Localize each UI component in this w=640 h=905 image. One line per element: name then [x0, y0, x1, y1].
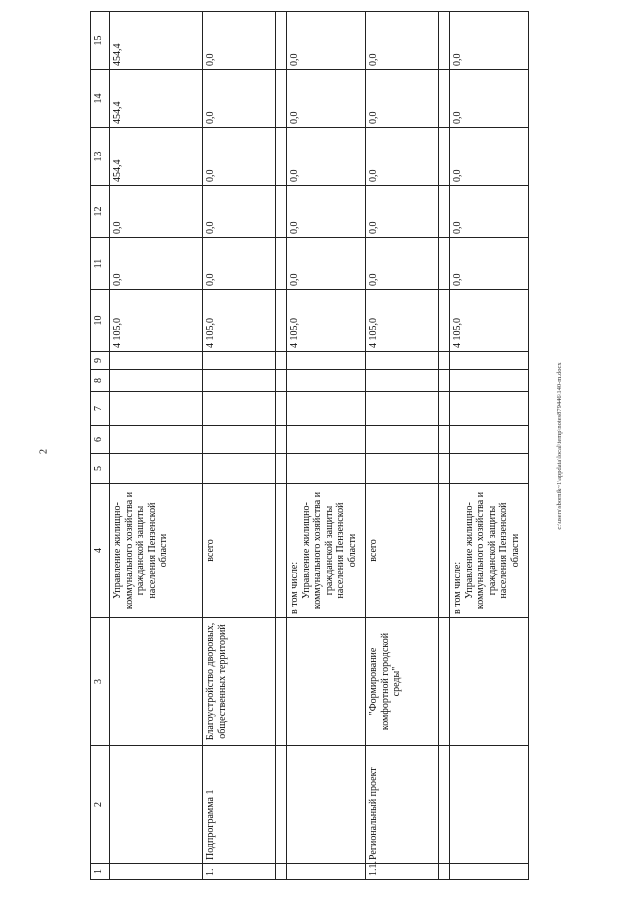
- table-row: [366, 12, 439, 880]
- cell-status: Региональный проект: [366, 746, 439, 864]
- col-header-5: 5: [91, 454, 110, 484]
- table-row: [110, 12, 203, 880]
- cell-name: Благоустройство дворовых, общественных территорий: [203, 618, 276, 746]
- cell-empty: [439, 618, 450, 746]
- cell-empty: [276, 186, 287, 238]
- cell-executor: всего: [203, 484, 276, 618]
- cell-name: "Формирование комфортной городской среды": [366, 618, 439, 746]
- cell-executor: Управление жилищно-коммунального хозяйства и гражданской защиты населения Пензенской области: [110, 484, 203, 618]
- cell-status: [110, 746, 203, 864]
- col-header-15: 15: [91, 12, 110, 70]
- cell-value: 0,0: [366, 238, 439, 290]
- col-header-7: 7: [91, 392, 110, 426]
- cell-status: [450, 746, 529, 864]
- cell-empty: [366, 426, 439, 454]
- cell-empty: [439, 426, 450, 454]
- col-header-1: 1: [91, 864, 110, 880]
- cell-name: [450, 618, 529, 746]
- cell-empty: [450, 454, 529, 484]
- cell-number: [450, 864, 529, 880]
- table-row: [439, 12, 450, 880]
- col-header-11: 11: [91, 238, 110, 290]
- cell-value: 0,0: [203, 186, 276, 238]
- cell-empty: [276, 618, 287, 746]
- table-row: [287, 12, 366, 880]
- cell-empty: [287, 370, 366, 392]
- cell-number: [287, 864, 366, 880]
- col-header-13: 13: [91, 128, 110, 186]
- cell-value: 0,0: [287, 186, 366, 238]
- cell-empty: [439, 746, 450, 864]
- cell-empty: [287, 392, 366, 426]
- cell-empty: [439, 352, 450, 370]
- cell-empty: [287, 426, 366, 454]
- cell-value: 0,0: [366, 186, 439, 238]
- cell-name: [110, 618, 203, 746]
- cell-empty: [276, 128, 287, 186]
- cell-value: 4 105,0: [366, 290, 439, 352]
- cell-empty: [439, 454, 450, 484]
- cell-value: 4 105,0: [110, 290, 203, 352]
- table-row: [203, 12, 276, 880]
- cell-empty: [203, 392, 276, 426]
- cell-name: [287, 618, 366, 746]
- cell-value: 0,0: [203, 238, 276, 290]
- cell-value: 0,0: [450, 70, 529, 128]
- cell-empty: [276, 238, 287, 290]
- cell-empty: [439, 128, 450, 186]
- subtitle-in-that-number: в том числе:: [452, 561, 463, 614]
- cell-empty: [276, 352, 287, 370]
- cell-value: 0,0: [366, 70, 439, 128]
- cell-value: 0,0: [287, 238, 366, 290]
- cell-value: 0,0: [450, 128, 529, 186]
- cell-empty: [439, 238, 450, 290]
- cell-value: 0,0: [287, 128, 366, 186]
- cell-value: 0,0: [450, 238, 529, 290]
- cell-empty: [439, 484, 450, 618]
- document-file-path: c:\users\sbornik~1\appdata\local\temp\notes879446\140-m.docx: [556, 362, 563, 530]
- subtitle-in-that-number: в том числе:: [289, 561, 300, 614]
- executor-name: Управление жилищно-коммунального хозяйства и гражданской защиты населения Пензенской области: [300, 491, 358, 610]
- cell-empty: [276, 426, 287, 454]
- col-header-12: 12: [91, 186, 110, 238]
- rotated-table-container: [90, 20, 595, 880]
- cell-empty: [110, 392, 203, 426]
- cell-value: 0,0: [203, 128, 276, 186]
- table-row: [450, 12, 529, 880]
- cell-empty: [439, 392, 450, 426]
- cell-value: 4 105,0: [450, 290, 529, 352]
- col-header-4: 4: [91, 484, 110, 618]
- cell-value: 0,0: [366, 12, 439, 70]
- cell-empty: [439, 12, 450, 70]
- col-header-6: 6: [91, 426, 110, 454]
- cell-empty: [110, 370, 203, 392]
- cell-value: 454,4: [110, 128, 203, 186]
- table-row: [276, 12, 287, 880]
- cell-number: [110, 864, 203, 880]
- cell-empty: [450, 352, 529, 370]
- cell-empty: [276, 484, 287, 618]
- cell-empty: [203, 370, 276, 392]
- col-header-2: 2: [91, 746, 110, 864]
- cell-status: [287, 746, 366, 864]
- cell-empty: [203, 352, 276, 370]
- cell-value: 0,0: [203, 12, 276, 70]
- cell-empty: [203, 426, 276, 454]
- cell-value: 4 105,0: [203, 290, 276, 352]
- cell-value: 0,0: [110, 186, 203, 238]
- cell-empty: [276, 864, 287, 880]
- cell-empty: [450, 392, 529, 426]
- col-header-9: 9: [91, 352, 110, 370]
- col-header-14: 14: [91, 70, 110, 128]
- cell-value: 0,0: [450, 12, 529, 70]
- cell-value: 0,0: [450, 186, 529, 238]
- budget-table: [90, 11, 529, 880]
- column-number-row: [91, 12, 110, 880]
- cell-empty: [110, 454, 203, 484]
- cell-empty: [287, 352, 366, 370]
- cell-empty: [276, 392, 287, 426]
- cell-empty: [366, 352, 439, 370]
- page-number: 2: [38, 449, 50, 454]
- col-header-8: 8: [91, 370, 110, 392]
- cell-empty: [276, 290, 287, 352]
- cell-value: 0,0: [287, 70, 366, 128]
- cell-empty: [276, 370, 287, 392]
- cell-status: Подпрограмма 1: [203, 746, 276, 864]
- cell-number: 1.: [203, 864, 276, 880]
- cell-executor: всего: [366, 484, 439, 618]
- cell-value: 0,0: [287, 12, 366, 70]
- cell-empty: [276, 12, 287, 70]
- col-header-3: 3: [91, 618, 110, 746]
- cell-executor: [287, 484, 366, 618]
- cell-empty: [366, 370, 439, 392]
- cell-value: 0,0: [203, 70, 276, 128]
- cell-empty: [110, 352, 203, 370]
- cell-empty: [439, 370, 450, 392]
- cell-value: 4 105,0: [287, 290, 366, 352]
- cell-empty: [110, 426, 203, 454]
- cell-executor: [450, 484, 529, 618]
- cell-empty: [276, 70, 287, 128]
- executor-name: Управление жилищно-коммунального хозяйства и гражданской защиты населения Пензенской области: [463, 491, 521, 610]
- cell-empty: [203, 454, 276, 484]
- cell-empty: [287, 454, 366, 484]
- cell-empty: [439, 186, 450, 238]
- col-header-10: 10: [91, 290, 110, 352]
- cell-empty: [366, 454, 439, 484]
- cell-empty: [439, 70, 450, 128]
- cell-value: 454,4: [110, 12, 203, 70]
- cell-empty: [450, 370, 529, 392]
- cell-empty: [366, 392, 439, 426]
- cell-empty: [450, 426, 529, 454]
- cell-empty: [276, 454, 287, 484]
- cell-value: 0,0: [366, 128, 439, 186]
- cell-value: 0,0: [110, 238, 203, 290]
- cell-empty: [439, 864, 450, 880]
- cell-number: 1.1.: [366, 864, 439, 880]
- cell-empty: [276, 746, 287, 864]
- cell-value: 454,4: [110, 70, 203, 128]
- cell-empty: [439, 290, 450, 352]
